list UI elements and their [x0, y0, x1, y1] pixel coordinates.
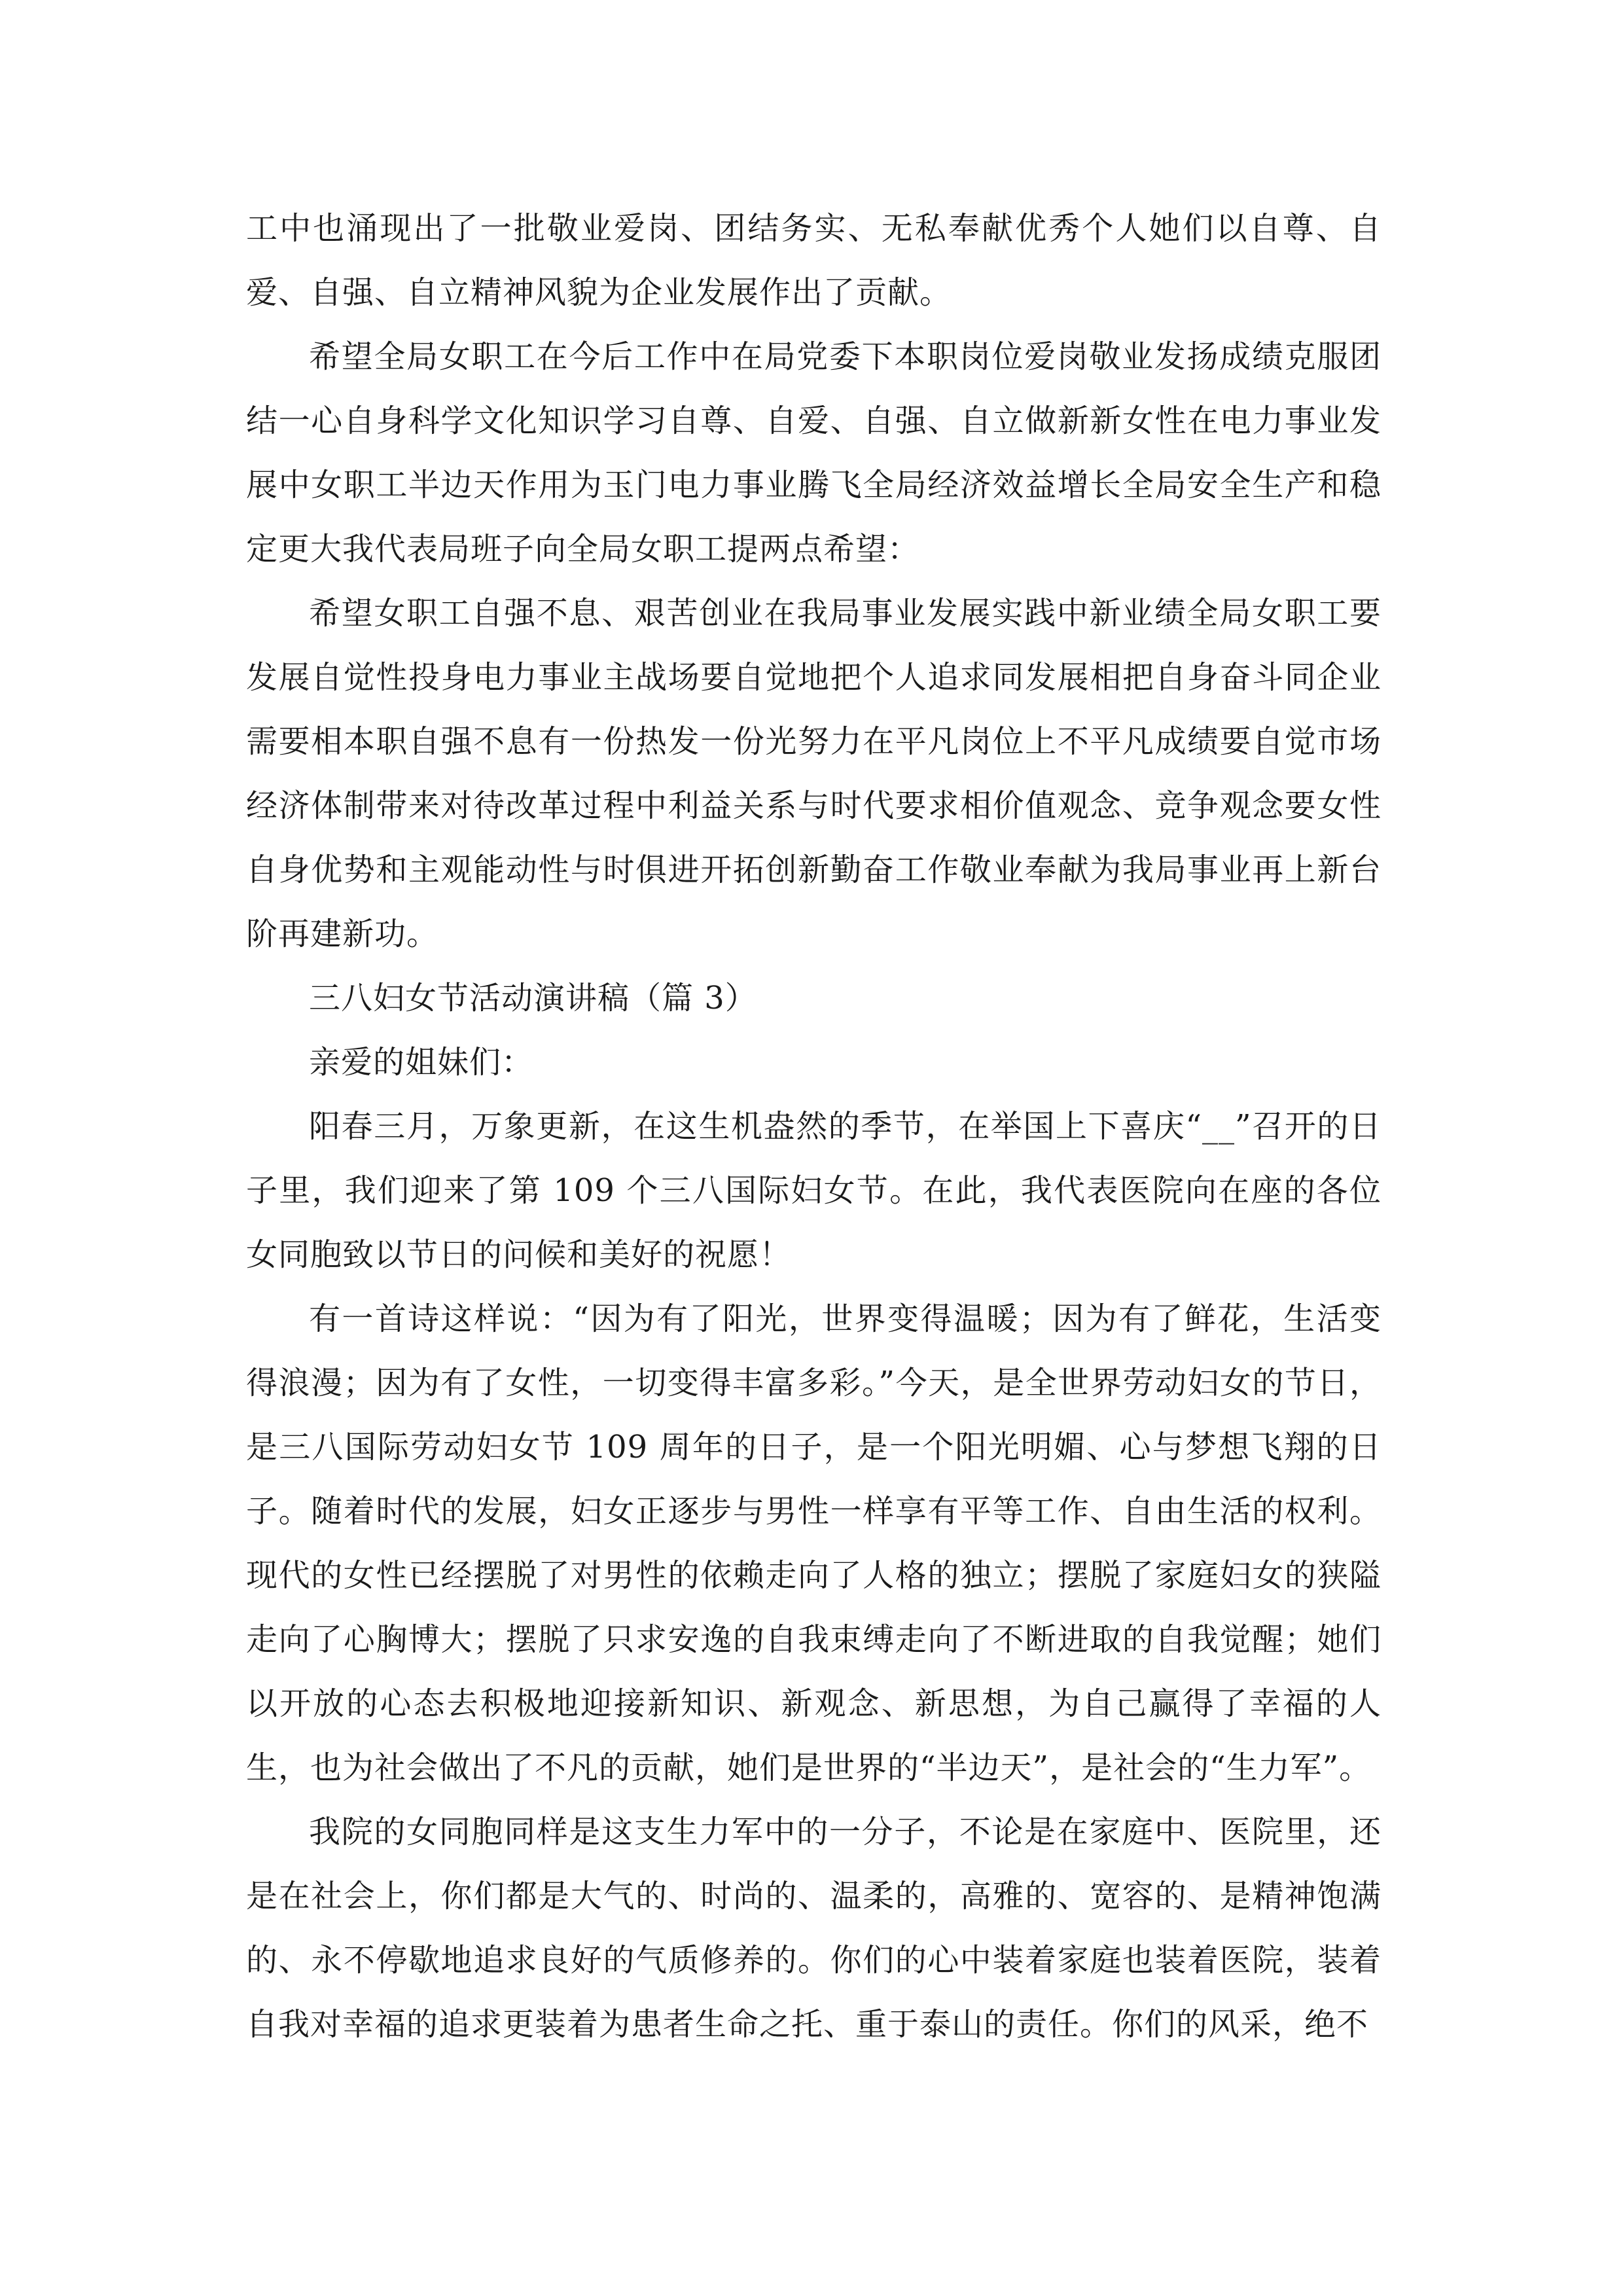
- paragraph: 希望女职工自强不息、艰苦创业在我局事业发展实践中新业绩全局女职工要发展自觉性投身电力事业主战场要自觉地把个人追求同发展相把自身奋斗同企业需要相本职自强不息有一份热发一份光努力在平凡岗位上不平凡成绩要自觉市场经济体制带来对待改革过程中利益关系与时代要求相价值观念、竞争观念要女性自身优势和主观能动性与时俱进开拓创新勤奋工作敬业奉献为我局事业再上新台阶再建新功。: [246, 595, 1382, 952]
- paragraph: 工中也涌现出了一批敬业爱岗、团结务实、无私奉献优秀个人她们以自尊、自爱、自强、自立精神风貌为企业发展作出了贡献。: [246, 210, 1382, 311]
- paragraph: 有一首诗这样说：“因为有了阳光，世界变得温暖；因为有了鲜花，生活变得浪漫；因为有了女性，一切变得丰富多彩。”今天，是全世界劳动妇女的节日，是三八国际劳动妇女节 109 周年的日子，是一个阳光明媚、心与梦想飞翔的日子。随着时代的发展，妇女正逐步与男性一样享有平等工作、自由生活的权利。现代的女性已经摆脱了对男性的依赖走向了人格的独立；摆脱了家庭妇女的狭隘走向了心胸博大；摆脱了只求安逸的自我束缚走向了不断进取的自我觉醒；她们以开放的心态去积极地迎接新知识、新观念、新思想，为自己赢得了幸福的人生，也为社会做出了不凡的贡献，她们是世界的“半边天”，是社会的“生力军”。: [246, 1300, 1382, 1786]
- paragraph: 希望全局女职工在今后工作中在局党委下本职岗位爱岗敬业发扬成绩克服团结一心自身科学文化知识学习自尊、自爱、自强、自立做新新女性在电力事业发展中女职工半边天作用为玉门电力事业腾飞全局经济效益增长全局安全生产和稳定更大我代表局班子向全局女职工提两点希望：: [246, 338, 1382, 567]
- paragraph: 阳春三月，万象更新，在这生机盎然的季节，在举国上下喜庆“__”召开的日子里，我们迎来了第 109 个三八国际妇女节。在此，我代表医院向在座的各位女同胞致以节日的问候和美好的祝愿！: [246, 1108, 1382, 1273]
- paragraph: 我院的女同胞同样是这支生力军中的一分子，不论是在家庭中、医院里，还是在社会上，你们都是大气的、时尚的、温柔的，高雅的、宽容的、是精神饱满的、永不停歇地追求良好的气质修养的。你们的心中装着家庭也装着医院，装着自我对幸福的追求更装着为患者生命之托、重于泰山的责任。你们的风采，绝不: [246, 1814, 1382, 2043]
- salutation: 亲爱的姐妹们：: [309, 1044, 534, 1081]
- document-body: [246, 196, 1382, 2056]
- section-heading: 三八妇女节活动演讲稿（篇 3）: [309, 980, 757, 1016]
